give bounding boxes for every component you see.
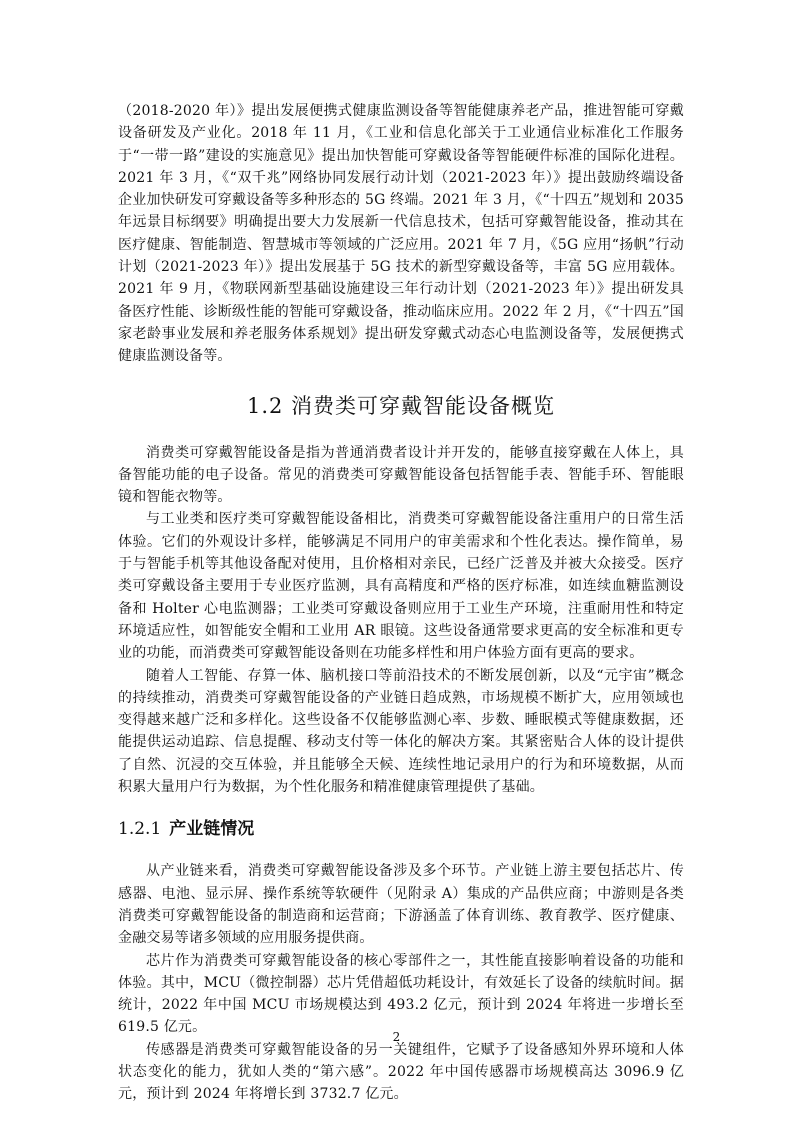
intro-paragraph: （2018-2020 年）》提出发展便携式健康监测设备等智能健康养老产品，推进智能可穿戴设备研发及产业化。2018 年 11 月，《工业和信息化部关于工业通信业标准化工作服务于“一带一路”建设的实施意见》提出加快智能可穿戴设备等智能硬件标准的国际化进程。2021 年 3 月，《“双千兆”网络协同发展行动计划（2021-2023 年）》提出鼓励终端设备企业加快研发可穿戴设备等多种形态的 5G 终端。2021 年 3 月，《“十四五”规划和 2035 年远景目标纲要》明确提出要大力发展新一代信息技术，包括可穿戴智能设备，推动其在医疗健康、智能制造、智慧城市等领域的广泛应用。2021 年 7 月，《5G 应用“扬帆”行动计划（2021-2023 年）》提出发展基于 5G 技术的新型穿戴设备等，丰富 5G 应用载体。2021 年 9 月，《物联网新型基础设施建设三年行动计划（2021-2023 年）》提出研发具备医疗性能、诊断级性能的智能可穿戴设备，推动临床应用。2022 年 2 月，《“十四五”国家老龄事业发展和养老服务体系规划》提出研发穿戴式动态心电监测设备等，发展便携式健康监测设备等。 [118, 103, 684, 365]
page-number: 2 [392, 1030, 401, 1044]
section-1-2-1-paragraph-2: 芯片作为消费类可穿戴智能设备的核心零部件之一，其性能直接影响着设备的功能和体验。其中，MCU（微控制器）芯片凭借超低功耗设计，有效延长了设备的续航时间。据统计，2022 年中国 MCU 市场规模达到 493.2 亿元，预计到 2024 年将进一步增长至 619.5 亿元。 [118, 952, 684, 1036]
section-heading-1-2-1 [118, 817, 684, 841]
section-title: 产业链情况 [169, 819, 255, 840]
section-1-2-1-paragraph-3: 传感器是消费类可穿戴智能设备的另一关键组件，它赋予了设备感知外界环境和人体状态变化的能力，犹如人类的“第六感”。2022 年中国传感器市场规模高达 3096.9 亿元，预计到 2024 年将增长到 3732.7 亿元。 [118, 1041, 684, 1103]
section-heading-1-2: 1.2 消费类可穿戴智能设备概览 [246, 393, 556, 418]
document-page [118, 100, 684, 1106]
section-1-2-paragraph-2: 与工业类和医疗类可穿戴智能设备相比，消费类可穿戴智能设备注重用户的日常生活体验。它们的外观设计多样，能够满足不同用户的审美需求和个性化表达。操作简单，易于与智能手机等其他设备配对使用，且价格相对亲民，已经广泛普及并被大众接受。医疗类可穿戴设备主要用于专业医疗监测，具有高精度和严格的医疗标准，如连续血糖监测设备和 Holter 心电监测器；工业类可穿戴设备则应用于工业生产环境，注重耐用性和特定环境适应性，如智能安全帽和工业用 AR 眼镜。这些设备通常要求更高的安全标准和更专业的功能，而消费类可穿戴智能设备则在功能多样性和用户体验方面有更高的要求。 [118, 511, 684, 662]
section-number: 1.2.1 [118, 819, 162, 840]
section-1-2-paragraph-1: 消费类可穿戴智能设备是指为普通消费者设计并开发的，能够直接穿戴在人体上，具备智能功能的电子设备。常见的消费类可穿戴智能设备包括智能手表、智能手环、智能眼镜和智能衣物等。 [118, 444, 684, 506]
section-1-2-1-paragraph-1: 从产业链来看，消费类可穿戴智能设备涉及多个环节。产业链上游主要包括芯片、传感器、电池、显示屏、操作系统等软硬件（见附录 A）集成的产品供应商；中游则是各类消费类可穿戴智能设备的制造商和运营商；下游涵盖了体育训练、教育教学、医疗健康、金融交易等诸多领域的应用服务提供商。 [118, 863, 684, 947]
section-1-2-paragraph-3: 随着人工智能、存算一体、脑机接口等前沿技术的不断发展创新，以及“元宇宙”概念的持续推动，消费类可穿戴智能设备的产业链日趋成熟，市场规模不断扩大，应用领域也变得越来越广泛和多样化。这些设备不仅能够监测心率、步数、睡眠模式等健康数据，还能提供运动追踪、信息提醒、移动支付等一体化的解决方案。其紧密贴合人体的设计提供了自然、沉浸的交互体验，并且能够全天候、连续性地记录用户的行为和环境数据，从而积累大量用户行为数据，为个性化服务和精准健康管理提供了基础。 [118, 667, 684, 796]
